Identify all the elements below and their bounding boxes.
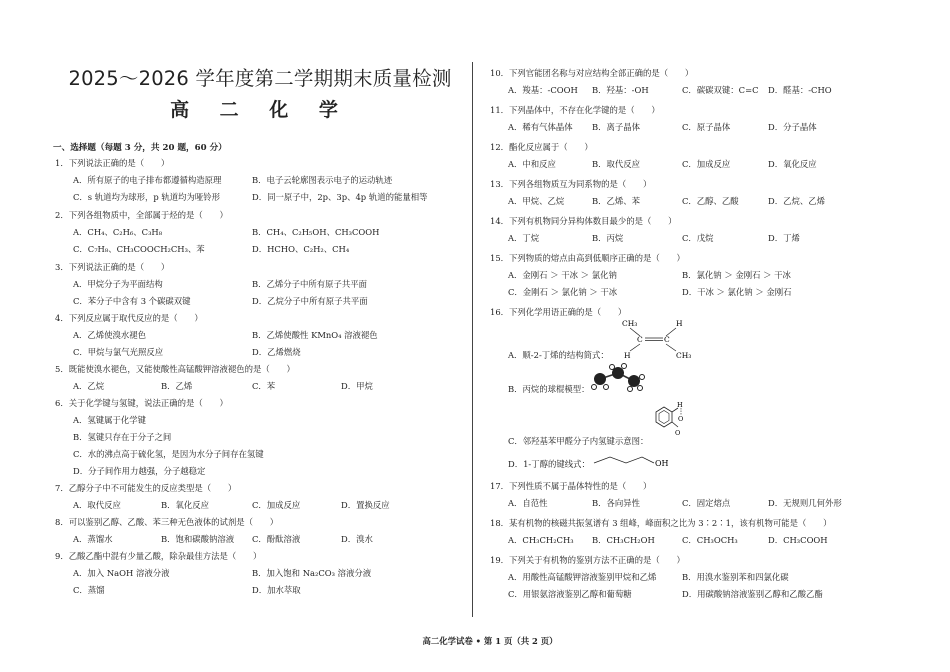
answer-option: A．顺-2-丁烯的结构简式： [508, 350, 609, 360]
answer-option: C．蒸馏 [73, 585, 105, 595]
column-divider [472, 62, 473, 617]
answer-option: B．CH₄、C₂H₅OH、CH₃COOH [252, 227, 380, 237]
answer-option: B．饱和碳酸钠溶液 [161, 534, 235, 544]
page-footer: 高二化学试卷 • 第 1 页（共 2 页） [422, 636, 558, 646]
answer-option: B．羟基：-OH [592, 85, 649, 95]
answer-option: A．甲烷分子为平面结构 [73, 279, 163, 289]
svg-text:O: O [675, 429, 681, 437]
answer-option: C．C₇H₈、CH₃COOCH₂CH₃、苯 [73, 244, 205, 254]
answer-option: D．分子间作用力越强，分子越稳定 [73, 466, 206, 476]
answer-option: B．用溴水鉴别苯和四氯化碳 [682, 572, 789, 582]
answer-option: B．乙烯分子中所有原子共平面 [252, 279, 368, 289]
answer-option: A．乙烷 [73, 381, 105, 391]
question-stem: 11．下列晶体中，不存在化学键的是（ ） [490, 105, 660, 115]
answer-option: C．乙醇、乙酸 [682, 196, 739, 206]
butanol-skeletal-formula [592, 453, 678, 469]
answer-option: B．加入饱和 Na₂CO₃ 溶液分液 [252, 568, 372, 578]
answer-option: B．氢键只存在于分子之间 [73, 432, 172, 442]
answer-option: D．甲烷 [341, 381, 373, 391]
answer-option: B．氯化钠 ＞ 金刚石 ＞ 干冰 [682, 270, 791, 280]
answer-option: D．CH₃COOH [768, 535, 828, 545]
section-heading: 一、选择题（每题 3 分，共 20 题，60 分） [53, 143, 227, 153]
answer-option: B．丙烷 [592, 233, 624, 243]
answer-option: C．苯分子中含有 3 个碳碳双键 [73, 296, 191, 306]
question-stem: 13．下列各组物质互为同系物的是（ ） [490, 179, 652, 189]
answer-option: D．溴水 [341, 534, 373, 544]
answer-option: C．戊烷 [682, 233, 714, 243]
question-stem: 3．下列说法正确的是（ ） [55, 262, 170, 272]
answer-option: A．氢键属于化学键 [73, 415, 147, 425]
exam-title: 2025～2026 学年度第二学期期末质量检测 [68, 67, 452, 90]
salicylaldehyde-hbond-diagram [648, 398, 692, 440]
answer-option: D．同一原子中，2p、3p、4p 轨道的能量相等 [252, 192, 428, 202]
question-stem: 6．关于化学键与氢键，说法正确的是（ ） [55, 398, 228, 408]
answer-option: D．醛基：-CHO [768, 85, 832, 95]
answer-option: B．乙烯、苯 [592, 196, 641, 206]
question-stem: 7．乙醇分子中不可能发生的反应类型是（ ） [55, 483, 237, 493]
answer-option: A．取代反应 [73, 500, 121, 510]
answer-option: A．丁烷 [508, 233, 540, 243]
answer-option: D．1-丁醇的键线式： [508, 459, 590, 469]
answer-option: A．所有原子的电子排布都遵循构造原理 [73, 175, 222, 185]
question-stem: 10．下列官能团名称与对应结构全部正确的是（ ） [490, 68, 694, 78]
answer-option: C．原子晶体 [682, 122, 731, 132]
answer-option: A．CH₃CH₂CH₃ [508, 535, 574, 545]
answer-option: B．电子云轮廓图表示电子的运动轨迹 [252, 175, 393, 185]
question-stem: 1．下列说法正确的是（ ） [55, 158, 170, 168]
answer-option: D．无规则几何外形 [768, 498, 842, 508]
propane-ball-stick-model [590, 363, 646, 393]
answer-option: B．各向异性 [592, 498, 641, 508]
answer-option: D．置换反应 [341, 500, 390, 510]
answer-option: B．丙烷的球棍模型： [508, 384, 590, 394]
ch3-top-label: CH₃ [622, 319, 638, 328]
answer-option: A．自范性 [508, 498, 548, 508]
answer-option: C．碳碳双键：C=C [682, 85, 759, 95]
answer-option: B．氧化反应 [161, 500, 210, 510]
answer-option: C．甲烷与氯气光照反应 [73, 347, 164, 357]
answer-option: A．羧基：-COOH [508, 85, 578, 95]
answer-option: B．乙烯 [161, 381, 193, 391]
question-stem: 8．可以鉴别乙醇、乙酸、苯三种无色液体的试剂是（ ） [55, 517, 279, 527]
answer-option: D．HCHO、C₂H₂、CH₄ [252, 244, 350, 254]
answer-option: C．加成反应 [682, 159, 731, 169]
answer-option: C．固定熔点 [682, 498, 731, 508]
question-stem: 15．下列物质的熔点由高到低顺序正确的是（ ） [490, 253, 685, 263]
answer-option: C．水的沸点高于硫化氢，是因为水分子间存在氢键 [73, 449, 264, 459]
answer-option: D．丁烯 [768, 233, 800, 243]
answer-option: C．酚酞溶液 [252, 534, 301, 544]
cis-2-butene-structure [618, 316, 698, 360]
answer-option: B．取代反应 [592, 159, 641, 169]
answer-option: D．干冰 ＞ 氯化钠 ＞ 金刚石 [682, 287, 792, 297]
answer-option: B．CH₃CH₂OH [592, 535, 655, 545]
question-stem: 9．乙酸乙酯中混有少量乙酸，除杂最佳方法是（ ） [55, 551, 262, 561]
ch3-bottom-label: CH₃ [676, 351, 692, 360]
answer-option: C．邻羟基苯甲醛分子内氢键示意图： [508, 436, 649, 446]
answer-option: C．金刚石 ＞ 氯化钠 ＞ 干冰 [508, 287, 618, 297]
answer-option: A．金刚石 ＞ 干冰 ＞ 氯化钠 [508, 270, 617, 280]
o-label: O [678, 415, 684, 423]
question-stem: 4．下列反应属于取代反应的是（ ） [55, 313, 203, 323]
answer-option: C．CH₃OCH₃ [682, 535, 738, 545]
answer-option: C．用银氨溶液鉴别乙醇和葡萄糖 [508, 589, 632, 599]
question-stem: 5．既能使溴水褪色，又能使酸性高锰酸钾溶液褪色的是（ ） [55, 364, 295, 374]
answer-option: A．甲烷、乙烷 [508, 196, 565, 206]
answer-option: D．氧化反应 [768, 159, 817, 169]
exam-subject: 高 二 化 学 [170, 99, 350, 121]
answer-option: B．乙烯使酸性 KMnO₄ 溶液褪色 [252, 330, 378, 340]
question-stem: 18．某有机物的核磁共振氢谱有 3 组峰，峰面积之比为 3∶2∶1，该有机物可能是（ ） [490, 518, 832, 528]
answer-option: D．乙烯燃烧 [252, 347, 301, 357]
c-left-label: C [637, 335, 643, 344]
answer-option: A．加入 NaOH 溶液分液 [73, 568, 170, 578]
c-right-label: C [664, 335, 670, 344]
question-stem: 16．下列化学用语正确的是（ ） [490, 307, 627, 317]
answer-option: D．用碳酸钠溶液鉴别乙醇和乙酸乙酯 [682, 589, 823, 599]
answer-option: A．蒸馏水 [73, 534, 113, 544]
question-stem: 17．下列性质不属于晶体特性的是（ ） [490, 481, 652, 491]
question-stem: 14．下列有机物同分异构体数目最少的是（ ） [490, 216, 677, 226]
answer-option: C．s 轨道均为球形，p 轨道均为哑铃形 [73, 192, 221, 202]
question-stem: 19．下列关于有机物的鉴别方法不正确的是（ ） [490, 555, 685, 565]
answer-option: A．用酸性高锰酸钾溶液鉴别甲烷和乙烯 [508, 572, 657, 582]
h-bottom-label: H [624, 351, 631, 360]
answer-option: A．CH₄、C₂H₆、C₃H₈ [73, 227, 163, 237]
answer-option: A．乙烯使溴水褪色 [73, 330, 147, 340]
answer-option: D．分子晶体 [768, 122, 817, 132]
answer-option: A．稀有气体晶体 [508, 122, 573, 132]
answer-option: A．中和反应 [508, 159, 556, 169]
answer-option: D．加水萃取 [252, 585, 301, 595]
answer-option: B．离子晶体 [592, 122, 641, 132]
answer-option: C．苯 [252, 381, 276, 391]
answer-option: D．乙烷、乙烯 [768, 196, 825, 206]
oh-label: OH [655, 459, 669, 468]
h-label: H [677, 401, 683, 409]
answer-option: D．乙烷分子中所有原子共平面 [252, 296, 368, 306]
h-top-label: H [676, 319, 683, 328]
question-stem: 12．酯化反应属于（ ） [490, 142, 593, 152]
answer-option: C．加成反应 [252, 500, 301, 510]
question-stem: 2．下列各组物质中，全部属于烃的是（ ） [55, 210, 228, 220]
